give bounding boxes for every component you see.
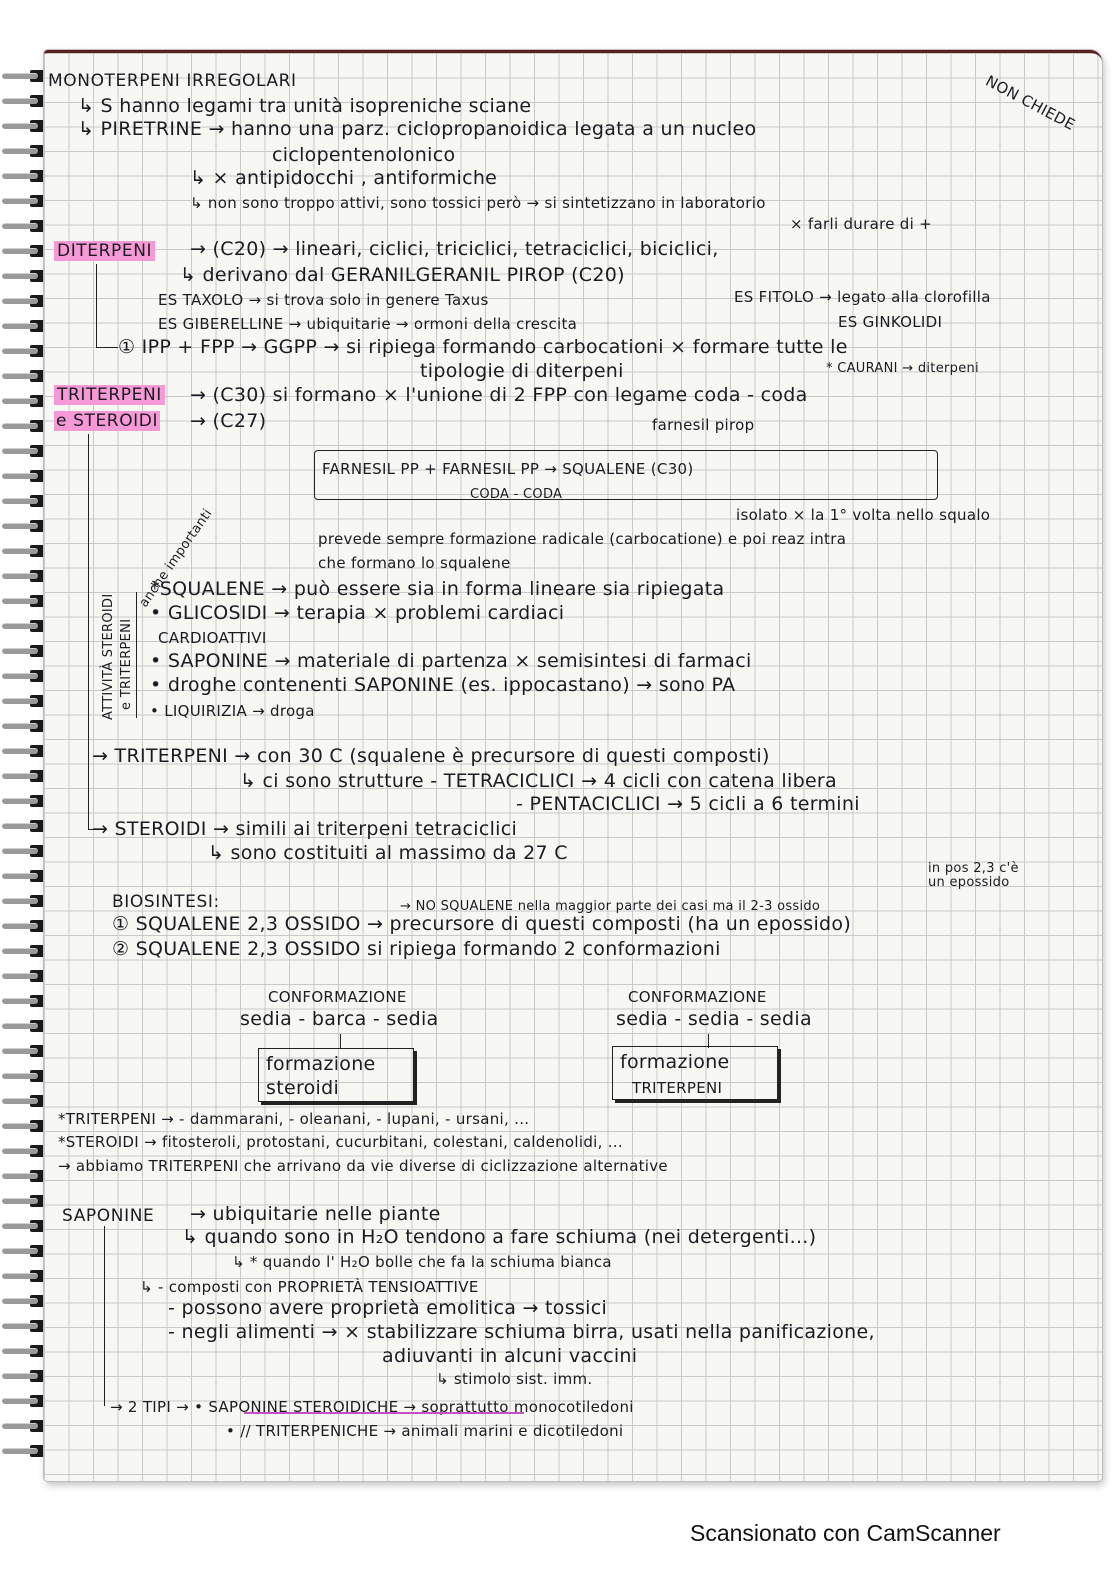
note-line: → NO SQUALENE nella maggior parte dei casi ma il 2-3 ossido: [400, 899, 821, 914]
spiral-ring: [2, 695, 48, 707]
spiral-ring: [2, 1420, 48, 1432]
ring-wire: [2, 1373, 38, 1379]
ring-wire: [2, 1448, 38, 1454]
note-line: ES FITOLO → legato alla clorofilla: [734, 288, 991, 306]
bracket-line: [88, 434, 89, 830]
ring-wire: [2, 173, 38, 179]
heading-biosintesi: BIOSINTESI:: [112, 892, 220, 912]
spiral-ring: [2, 1020, 48, 1032]
note-line: tipologie di diterpeni: [420, 360, 624, 382]
note-line: → (C20) → lineari, ciclici, triciclici, tetraciclici, biciclici,: [190, 238, 719, 260]
spiral-ring: [2, 395, 48, 407]
spiral-ring: [2, 1045, 48, 1057]
ring-wire: [2, 1173, 38, 1179]
note-line: → (C30) si formano × l'unione di 2 FPP con legame coda - coda: [190, 384, 808, 406]
spiral-ring: [2, 870, 48, 882]
heading-steroidi: e STEROIDI: [56, 411, 159, 431]
spiral-ring: [2, 195, 48, 207]
spiral-ring: [2, 845, 48, 857]
note-line: • // TRITERPENICHE → animali marini e dicotiledoni: [226, 1422, 624, 1440]
ring-wire: [2, 923, 38, 929]
note-line: ↳ S hanno legami tra unità isopreniche sciane: [78, 95, 532, 117]
ring-wire: [2, 148, 38, 154]
ring-wire: [2, 848, 38, 854]
bracket-line: [88, 829, 94, 830]
note-line: → TRITERPENI → con 30 C (squalene è precursore di questi composti): [92, 745, 770, 767]
spiral-ring: [2, 970, 48, 982]
note-line: ciclopentenolonico: [272, 144, 456, 166]
note-line: • droghe contenenti SAPONINE (es. ippocastano) → sono PA: [150, 674, 736, 696]
spiral-ring: [2, 270, 48, 282]
ring-wire: [2, 423, 38, 429]
spiral-ring: [2, 120, 48, 132]
note-line: ↳ derivano dal GERANILGERANIL PIROP (C20): [180, 264, 625, 286]
box-text: TRITERPENI: [632, 1079, 723, 1097]
note-line: un epossido: [928, 875, 1010, 890]
spiral-ring: [2, 745, 48, 757]
conformation-label: sedia - barca - sedia: [240, 1008, 439, 1030]
spiral-ring: [2, 1195, 48, 1207]
ring-wire: [2, 773, 38, 779]
spiral-ring: [2, 670, 48, 682]
spiral-ring: [2, 420, 48, 432]
note-line: ES GIBERELLINE → ubiquitarie → ormoni della crescita: [158, 315, 578, 333]
box-text: steroidi: [266, 1077, 340, 1099]
heading-triterpeni: TRITERPENI: [54, 385, 165, 405]
spiral-ring: [2, 220, 48, 232]
ring-wire: [2, 98, 38, 104]
spiral-ring: [2, 1295, 48, 1307]
spiral-ring: [2, 1245, 48, 1257]
conformation-label: CONFORMAZIONE: [628, 988, 767, 1006]
side-note-non-chiede: NON CHIEDE: [982, 71, 1079, 134]
spiral-ring: [2, 1270, 48, 1282]
ring-wire: [2, 573, 38, 579]
conformation-label: CONFORMAZIONE: [268, 988, 407, 1006]
spiral-ring: [2, 495, 48, 507]
spiral-ring: [2, 1070, 48, 1082]
spiral-ring: [2, 70, 48, 82]
ring-wire: [2, 623, 38, 629]
ring-wire: [2, 673, 38, 679]
ring-wire: [2, 1048, 38, 1054]
note-line: • LIQUIRIZIA → droga: [150, 702, 315, 720]
ring-wire: [2, 273, 38, 279]
ring-wire: [2, 648, 38, 654]
note-line: *SQUALENE → può essere sia in forma lineare sia ripiegata: [150, 578, 725, 600]
note-line: CARDIOATTIVI: [158, 629, 267, 647]
ring-wire: [2, 598, 38, 604]
ring-wire: [2, 473, 38, 479]
ring-wire: [2, 1023, 38, 1029]
spiral-ring: [2, 320, 48, 332]
spiral-ring: [2, 620, 48, 632]
spiral-ring: [2, 920, 48, 932]
spiral-ring: [2, 570, 48, 582]
ring-wire: [2, 948, 38, 954]
ring-wire: [2, 123, 38, 129]
box-text: formazione: [620, 1051, 730, 1073]
note-line: ↳ sono costituiti al massimo da 27 C: [208, 842, 568, 864]
ring-wire: [2, 373, 38, 379]
ring-wire: [2, 1348, 38, 1354]
ring-wire: [2, 798, 38, 804]
heading-saponine: SAPONINE: [62, 1206, 155, 1226]
note-line: in pos 2,3 c'è: [928, 861, 1019, 876]
spiral-ring: [2, 895, 48, 907]
ring-wire: [2, 823, 38, 829]
note-line: ES TAXOLO → si trova solo in genere Taxus: [158, 291, 489, 309]
note-line: × farli durare di +: [790, 215, 933, 233]
spiral-ring: [2, 295, 48, 307]
spiral-ring: [2, 1170, 48, 1182]
spiral-ring: [2, 1345, 48, 1357]
ring-wire: [2, 748, 38, 754]
ring-wire: [2, 1198, 38, 1204]
spiral-ring: [2, 1220, 48, 1232]
spiral-ring: [2, 245, 48, 257]
note-line: ↳ * quando l' H₂O bolle che fa la schiuma bianca: [232, 1253, 612, 1271]
bracket-line: [104, 1226, 105, 1406]
spiral-ring: [2, 1320, 48, 1332]
ring-wire: [2, 1073, 38, 1079]
ring-wire: [2, 1298, 38, 1304]
spiral-ring: [2, 345, 48, 357]
ring-wire: [2, 1148, 38, 1154]
spiral-ring: [2, 720, 48, 732]
note-line: → 2 TIPI → • SAPONINE STEROIDICHE → soprattutto monocotiledoni: [110, 1398, 634, 1416]
note-line: ① IPP + FPP → GGPP → si ripiega formando carbocationi × formare tutte le: [118, 336, 848, 358]
heading-diterpeni: DITERPENI: [54, 241, 155, 261]
note-line: → ubiquitarie nelle piante: [190, 1203, 441, 1225]
ring-wire: [2, 498, 38, 504]
spiral-ring: [2, 645, 48, 657]
note-line: farnesil pirop: [652, 416, 755, 434]
ring-wire: [2, 223, 38, 229]
note-line: adiuvanti in alcuni vaccini: [382, 1345, 638, 1367]
spiral-ring: [2, 820, 48, 832]
note-line: ② SQUALENE 2,3 OSSIDO si ripiega formando 2 conformazioni: [112, 938, 721, 960]
ring-wire: [2, 323, 38, 329]
ring-wire: [2, 548, 38, 554]
bracket-line: [96, 347, 118, 348]
note-line: *TRITERPENI → - dammarani, - oleanani, - lupani, - ursani, ...: [58, 1110, 530, 1128]
ring-wire: [2, 698, 38, 704]
squalene-reaction: FARNESIL PP + FARNESIL PP → SQUALENE (C30): [322, 460, 694, 478]
note-line: ① SQUALENE 2,3 OSSIDO → precursore di questi composti (ha un epossido): [112, 913, 852, 935]
note-line: prevede sempre formazione radicale (carbocatione) e poi reaz intra: [318, 530, 847, 548]
spiral-ring: [2, 1395, 48, 1407]
ring-wire: [2, 398, 38, 404]
ring-wire: [2, 1398, 38, 1404]
side-note: e TRITERPENI: [119, 618, 134, 710]
arrow-line: [340, 1034, 341, 1048]
spiral-ring: [2, 1145, 48, 1157]
note-line: ↳ ci sono strutture - TETRACICLICI → 4 cicli con catena libera: [240, 770, 837, 792]
spiral-ring: [2, 95, 48, 107]
conformation-label: sedia - sedia - sedia: [616, 1008, 812, 1030]
note-line: *STEROIDI → fitosteroli, protostani, cucurbitani, colestani, caldenolidi, ...: [58, 1133, 623, 1151]
ring-wire: [2, 1098, 38, 1104]
note-line: ES GINKOLIDI: [838, 313, 943, 331]
side-note: ATTIVITÀ STEROIDI: [101, 593, 116, 720]
note-line: ↳ quando sono in H₂O tendono a fare schiuma (nei detergenti...): [182, 1226, 817, 1248]
spiral-ring: [2, 995, 48, 1007]
note-line: - negli alimenti → × stabilizzare schiuma birra, usati nella panificazione,: [168, 1321, 875, 1343]
note-line: - PENTACICLICI → 5 cicli a 6 termini: [516, 793, 860, 815]
note-line: isolato × la 1° volta nello squalo: [736, 506, 991, 524]
ring-wire: [2, 73, 38, 79]
note-line: ↳ PIRETRINE → hanno una parz. ciclopropanoidica legata a un nucleo: [78, 118, 757, 140]
ring-wire: [2, 998, 38, 1004]
spiral-ring: [2, 520, 48, 532]
note-line: • GLICOSIDI → terapia × problemi cardiaci: [150, 602, 565, 624]
spiral-ring: [2, 1120, 48, 1132]
ring-wire: [2, 348, 38, 354]
spiral-ring: [2, 170, 48, 182]
spiral-ring: [2, 1370, 48, 1382]
ring-wire: [2, 448, 38, 454]
squalene-reaction-sub: CODA - CODA: [470, 487, 563, 502]
ring-wire: [2, 873, 38, 879]
note-line: → STEROIDI → simili ai triterpeni tetraciclici: [92, 818, 518, 840]
note-line: * CAURANI → diterpeni: [826, 361, 979, 376]
note-line: ↳ - composti con PROPRIETÀ TENSIOATTIVE: [140, 1278, 479, 1296]
note-line: - possono avere proprietà emolitica → tossici: [168, 1297, 608, 1319]
ring-wire: [2, 1423, 38, 1429]
note-line: ↳ non sono troppo attivi, sono tossici però → si sintetizzano in laboratorio: [190, 194, 766, 212]
ring-wire: [2, 973, 38, 979]
note-line: ↳ × antipidocchi , antiformiche: [190, 167, 498, 189]
note-line: che formano lo squalene: [318, 554, 511, 572]
heading-monoterpeni: MONOTERPENI IRREGOLARI: [48, 71, 297, 91]
ring-wire: [2, 248, 38, 254]
spiral-ring: [2, 595, 48, 607]
spiral-ring: [2, 945, 48, 957]
spiral-ring: [2, 770, 48, 782]
spiral-ring: [2, 145, 48, 157]
spiral-ring: [2, 1445, 48, 1457]
spiral-ring: [2, 545, 48, 557]
highlight-underline: [244, 1412, 524, 1414]
spiral-ring: [2, 1095, 48, 1107]
bracket-line: [96, 264, 97, 348]
spiral-ring: [2, 370, 48, 382]
side-note: anche importanti: [136, 506, 216, 611]
note-line: • SAPONINE → materiale di partenza × semisintesi di farmaci: [150, 650, 752, 672]
note-line: → abbiamo TRITERPENI che arrivano da vie diverse di ciclizzazione alternative: [58, 1157, 668, 1175]
note-line: ↳ stimolo sist. imm.: [436, 1370, 593, 1388]
ring-wire: [2, 198, 38, 204]
note-line: → (C27): [190, 410, 267, 432]
box-text: formazione: [266, 1053, 376, 1075]
scanner-footer: Scansionato con CamScanner: [690, 1520, 1001, 1546]
spiral-ring: [2, 470, 48, 482]
ring-wire: [2, 898, 38, 904]
ring-wire: [2, 1273, 38, 1279]
ring-wire: [2, 723, 38, 729]
spiral-ring: [2, 445, 48, 457]
ring-wire: [2, 1223, 38, 1229]
ring-wire: [2, 1248, 38, 1254]
ring-wire: [2, 1323, 38, 1329]
ring-wire: [2, 298, 38, 304]
spiral-ring: [2, 795, 48, 807]
ring-wire: [2, 523, 38, 529]
ring-wire: [2, 1123, 38, 1129]
